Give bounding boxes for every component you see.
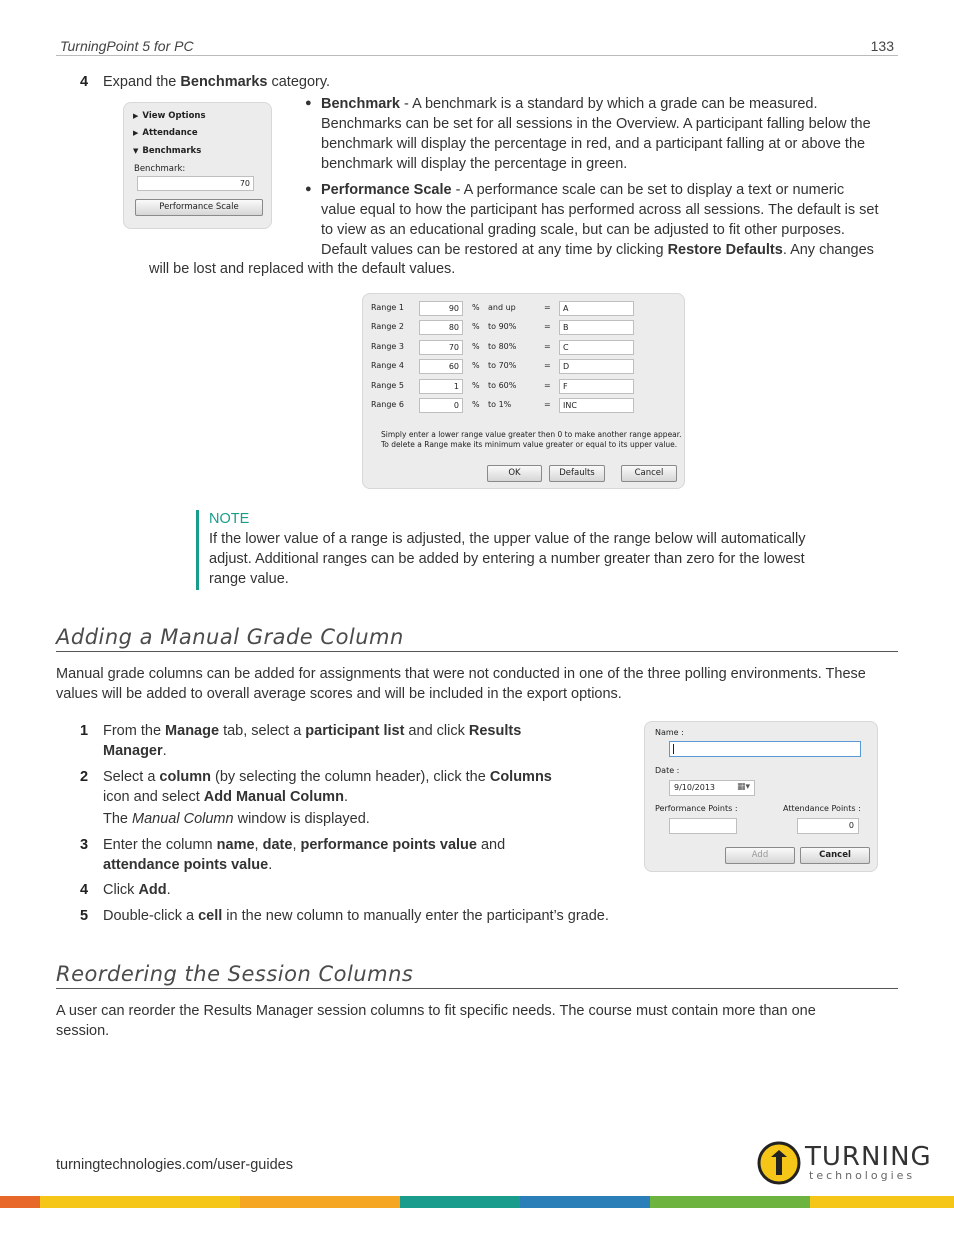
attendance-expander[interactable]: ▶ Attendance — [133, 128, 198, 138]
performance-scale-bullet: Performance Scale - A performance scale can be set to display a text or numeric value equal to how the participant has performed across all sessions. The default is set to view as an educational grading scale, but can be adjusted to fit other purposes. Default values can be restored at any time by clicking Restore Defaults. Any changes — [321, 182, 879, 258]
step-number: 5 — [80, 908, 89, 924]
attendance-points-label: Attendance Points : — [783, 804, 861, 813]
logo-word-technologies: technologies — [809, 1169, 916, 1182]
running-header-title: TurningPoint 5 for PC — [60, 38, 194, 54]
range-lower-input[interactable]: 0 — [419, 398, 463, 413]
turning-technologies-logo — [757, 1141, 932, 1187]
percent-sign: % — [472, 361, 480, 370]
cancel-button[interactable]: Cancel — [621, 465, 677, 482]
performance-scale-bullet-continuation: will be lost and replaced with the default values. — [149, 261, 456, 277]
equals-sign: = — [544, 361, 551, 370]
section-divider — [56, 988, 898, 989]
range-label: Range 6 — [371, 400, 404, 409]
view-options-expander[interactable]: ▶ View Options — [133, 111, 206, 121]
date-input[interactable]: 9/10/2013 ▦▾ — [669, 780, 755, 796]
manual-column-dialog — [644, 721, 878, 872]
bullet-icon: ● — [305, 97, 312, 109]
percent-sign: % — [472, 381, 480, 390]
header-divider — [56, 55, 898, 56]
range-label: Range 2 — [371, 322, 404, 331]
range-upper-label: to 80% — [488, 342, 517, 351]
range-lower-input[interactable]: 90 — [419, 301, 463, 316]
triangle-down-icon: ▼ — [133, 147, 139, 155]
section-intro: Manual grade columns can be added for assignments that were not conducted in one of the three polling environments. These values will be added to overall average scores and will be included in the export options. — [56, 666, 866, 702]
step-text: From the Manage tab, select a participant list and click Results Manager. — [103, 723, 522, 759]
hint-text: To delete a Range make its minimum value greater or equal to its upper value. — [381, 440, 678, 449]
range-row — [370, 359, 670, 375]
range-grade-input[interactable]: C — [559, 340, 634, 355]
footer-stripe — [520, 1196, 650, 1208]
page-number: 133 — [870, 38, 894, 54]
step-number: 1 — [80, 723, 89, 739]
note-accent-bar — [196, 510, 199, 590]
step-number: 3 — [80, 837, 89, 853]
bullet-icon: ● — [305, 183, 312, 195]
footer-stripe — [400, 1196, 520, 1208]
range-upper-label: to 70% — [488, 361, 517, 370]
range-grade-input[interactable]: INC — [559, 398, 634, 413]
footer-url[interactable]: turningtechnologies.com/user-guides — [56, 1157, 293, 1173]
range-lower-input[interactable]: 1 — [419, 379, 463, 394]
range-label: Range 5 — [371, 381, 404, 390]
benchmarks-expander[interactable]: ▼ Benchmarks — [133, 146, 202, 156]
range-row — [370, 301, 670, 317]
ok-button[interactable]: OK — [487, 465, 542, 482]
attendance-points-input[interactable]: 0 — [797, 818, 859, 834]
percent-sign: % — [472, 322, 480, 331]
note-body: If the lower value of a range is adjusted, the upper value of the range below will automatically adjust. Additional ranges can be added by entering a number greater than zero for the lowest range value. — [209, 531, 806, 587]
range-upper-label: and up — [488, 303, 516, 312]
logo-word-turning: TURNING — [805, 1142, 932, 1172]
step-text: Double-click a cell in the new column to manually enter the participant’s grade. — [103, 908, 609, 924]
step-number: 2 — [80, 769, 89, 785]
triangle-right-icon: ▶ — [133, 112, 139, 120]
range-upper-label: to 1% — [488, 400, 512, 409]
benchmark-label: Benchmark: — [134, 164, 186, 174]
equals-sign: = — [544, 322, 551, 331]
performance-points-input[interactable] — [669, 818, 737, 834]
range-label: Range 3 — [371, 342, 404, 351]
range-label: Range 4 — [371, 361, 404, 370]
equals-sign: = — [544, 303, 551, 312]
percent-sign: % — [472, 303, 480, 312]
range-lower-input[interactable]: 60 — [419, 359, 463, 374]
footer-stripe — [40, 1196, 240, 1208]
step-text: Expand the Benchmarks category. — [103, 74, 331, 90]
benchmark-input[interactable]: 70 — [137, 176, 254, 191]
footer-stripe — [0, 1196, 40, 1208]
footer-stripe — [650, 1196, 810, 1208]
date-label: Date : — [655, 766, 680, 775]
range-row — [370, 320, 670, 336]
benchmark-panel — [123, 102, 272, 229]
equals-sign: = — [544, 400, 551, 409]
name-input[interactable] — [669, 741, 861, 757]
triangle-right-icon: ▶ — [133, 129, 139, 137]
range-upper-label: to 90% — [488, 322, 517, 331]
range-lower-input[interactable]: 80 — [419, 320, 463, 335]
range-grade-input[interactable]: B — [559, 320, 634, 335]
range-row — [370, 379, 670, 395]
footer-stripe — [240, 1196, 400, 1208]
add-button[interactable]: Add — [725, 847, 795, 864]
range-label: Range 1 — [371, 303, 404, 312]
equals-sign: = — [544, 342, 551, 351]
range-row — [370, 398, 670, 414]
step-text: Click Add. — [103, 882, 171, 898]
section-divider — [56, 651, 898, 652]
range-grade-input[interactable]: F — [559, 379, 634, 394]
section-heading: Reordering the Session Columns — [56, 962, 414, 986]
percent-sign: % — [472, 400, 480, 409]
turning-logo-icon — [757, 1141, 803, 1187]
hint-text: Simply enter a lower range value greater then 0 to make another range appear. — [381, 430, 682, 439]
benchmark-bullet: Benchmark - A benchmark is a standard by which a grade can be measured. Benchmarks can be set for all sessions in the Overview. A participant falling below the benchmark will display the percentage in red, and a participant falling at or above the benchmark will display the percentage in green. — [321, 96, 871, 172]
defaults-button[interactable]: Defaults — [549, 465, 605, 482]
step-text: Select a column (by selecting the column header), click the Columns icon and select Add Manual Column. The Manual Column window is displayed. — [103, 769, 552, 827]
footer-stripe — [810, 1196, 954, 1208]
equals-sign: = — [544, 381, 551, 390]
range-row — [370, 340, 670, 356]
section-intro: A user can reorder the Results Manager session columns to fit specific needs. The course must contain more than one session. — [56, 1003, 816, 1039]
note-title: NOTE — [209, 511, 250, 527]
range-lower-input[interactable]: 70 — [419, 340, 463, 355]
step-number: 4 — [80, 882, 89, 898]
cancel-button[interactable]: Cancel — [800, 847, 870, 864]
range-upper-label: to 60% — [488, 381, 517, 390]
section-heading: Adding a Manual Grade Column — [56, 625, 404, 649]
name-label: Name : — [655, 728, 684, 737]
range-grade-input[interactable]: D — [559, 359, 634, 374]
text-cursor — [673, 744, 674, 754]
step-number: 4 — [80, 74, 89, 90]
performance-scale-button[interactable]: Performance Scale — [135, 199, 263, 216]
step-text: Enter the column name, date, performance points value and attendance points value. — [103, 837, 506, 873]
range-grade-input[interactable]: A — [559, 301, 634, 316]
calendar-dropdown-icon[interactable]: ▦▾ — [736, 782, 750, 792]
percent-sign: % — [472, 342, 480, 351]
performance-points-label: Performance Points : — [655, 804, 738, 813]
